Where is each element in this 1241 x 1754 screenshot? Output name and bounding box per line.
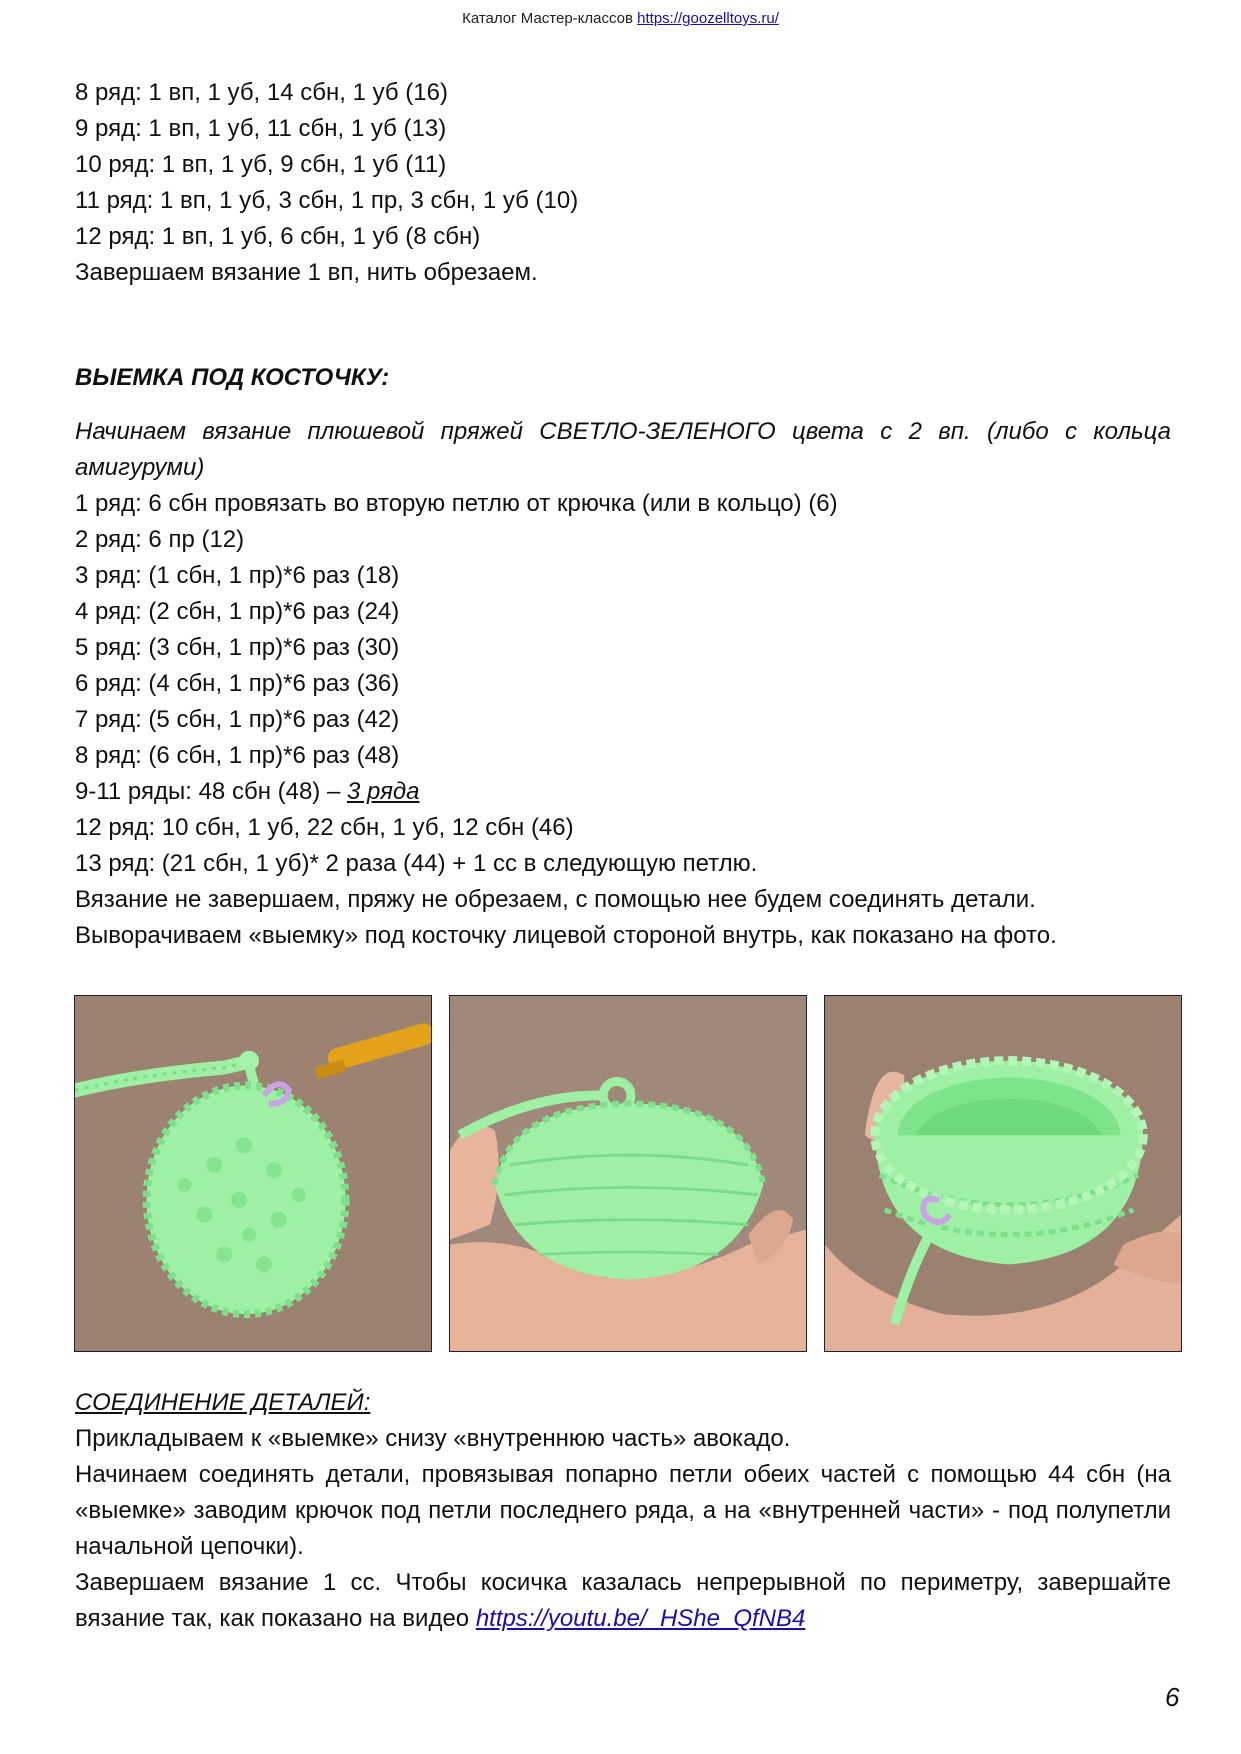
section-title: СОЕДИНЕНИЕ ДЕТАЛЕЙ: xyxy=(75,1389,371,1416)
row-line: 12 ряд: 1 вп, 1 уб, 6 сбн, 1 уб (8 сбн) xyxy=(75,223,481,250)
section-joining xyxy=(75,1385,1171,1637)
dome-hand-image xyxy=(450,996,806,1351)
row-line: 8 ряд: 1 вп, 1 уб, 14 сбн, 1 уб (16) xyxy=(75,79,448,106)
flat-disc-image xyxy=(75,996,431,1351)
photo-dome-in-hand xyxy=(449,995,807,1352)
header-prefix: Каталог Мастер-классов xyxy=(462,10,638,27)
row-line: 5 ряд: (3 сбн, 1 пр)*6 раз (30) xyxy=(75,634,400,661)
row-line: 1 ряд: 6 сбн провязать во вторую петлю от крючка (или в кольцо) (6) xyxy=(75,490,838,517)
row-9-11-note: 3 ряда xyxy=(346,778,420,805)
section-pit xyxy=(75,360,1171,954)
row-9-11-prefix: 9-11 ряды: 48 сбн (48) – xyxy=(75,778,347,805)
paragraph-1: Прикладываем к «выемке» снизу «внутреннюю часть» авокадо. xyxy=(75,1425,791,1452)
row-line: 11 ряд: 1 вп, 1 уб, 3 сбн, 1 пр, 3 сбн, 1 уб (10) xyxy=(75,187,579,214)
paragraph-3 xyxy=(75,1565,1171,1637)
row-line: 3 ряд: (1 сбн, 1 пр)*6 раз (18) xyxy=(75,562,400,589)
row-line: 12 ряд: 10 сбн, 1 уб, 22 сбн, 1 уб, 12 сбн (46) xyxy=(75,814,574,841)
row-line: 8 ряд: (6 сбн, 1 пр)*6 раз (48) xyxy=(75,742,400,769)
row-line: 10 ряд: 1 вп, 1 уб, 9 сбн, 1 уб (11) xyxy=(75,151,447,178)
section-title: ВЫЕМКА ПОД КОСТОЧКУ: xyxy=(75,364,390,391)
header-link[interactable]: https://goozelltoys.ru/ xyxy=(637,10,779,27)
row-line: 9 ряд: 1 вп, 1 уб, 11 сбн, 1 уб (13) xyxy=(75,115,447,142)
bowl-hand-image xyxy=(825,996,1181,1351)
video-link[interactable]: https://youtu.be/_HShe_QfNB4 xyxy=(475,1605,806,1632)
photo-flat-disc xyxy=(74,995,432,1352)
row-line: 2 ряд: 6 пр (12) xyxy=(75,526,245,553)
intro-text: Начинаем вязание плюшевой пряжей СВЕТЛО-ЗЕЛЕНОГО цвета с 2 вп. (либо с кольца амигуруми) xyxy=(75,418,1171,481)
instruction-line: Выворачиваем «выемку» под косточку лицевой стороной внутрь, как показано на фото. xyxy=(75,922,1057,949)
page-number: 6 xyxy=(1165,1682,1180,1712)
section-decrease-rows xyxy=(75,75,1171,291)
row-line: 6 ряд: (4 сбн, 1 пр)*6 раз (36) xyxy=(75,670,400,697)
paragraph-3-text: Завершаем вязание 1 сс. Чтобы косичка казалась непрерывной по периметру, завершайте вязание так, как показано на видео xyxy=(75,1569,1171,1632)
photo-strip xyxy=(74,995,1184,1355)
photo-bowl-in-hand xyxy=(824,995,1182,1352)
instruction-line: Вязание не завершаем, пряжу не обрезаем, с помощью нее будем соединять детали. xyxy=(75,886,1036,913)
finish-line: Завершаем вязание 1 вп, нить обрезаем. xyxy=(75,259,538,286)
row-line: 7 ряд: (5 сбн, 1 пр)*6 раз (42) xyxy=(75,706,400,733)
row-line-9-11 xyxy=(75,774,1171,810)
page-header xyxy=(0,10,1241,27)
row-line: 13 ряд: (21 сбн, 1 уб)* 2 раза (44) + 1 сс в следующую петлю. xyxy=(75,850,758,877)
paragraph-2: Начинаем соединять детали, провязывая попарно петли обеих частей с помощью 44 сбн (на «выемке» заводим крючок под петли последнего ряда, а на «внутренней части» - под полупетли начальной цепочки). xyxy=(75,1461,1171,1560)
row-line: 4 ряд: (2 сбн, 1 пр)*6 раз (24) xyxy=(75,598,400,625)
